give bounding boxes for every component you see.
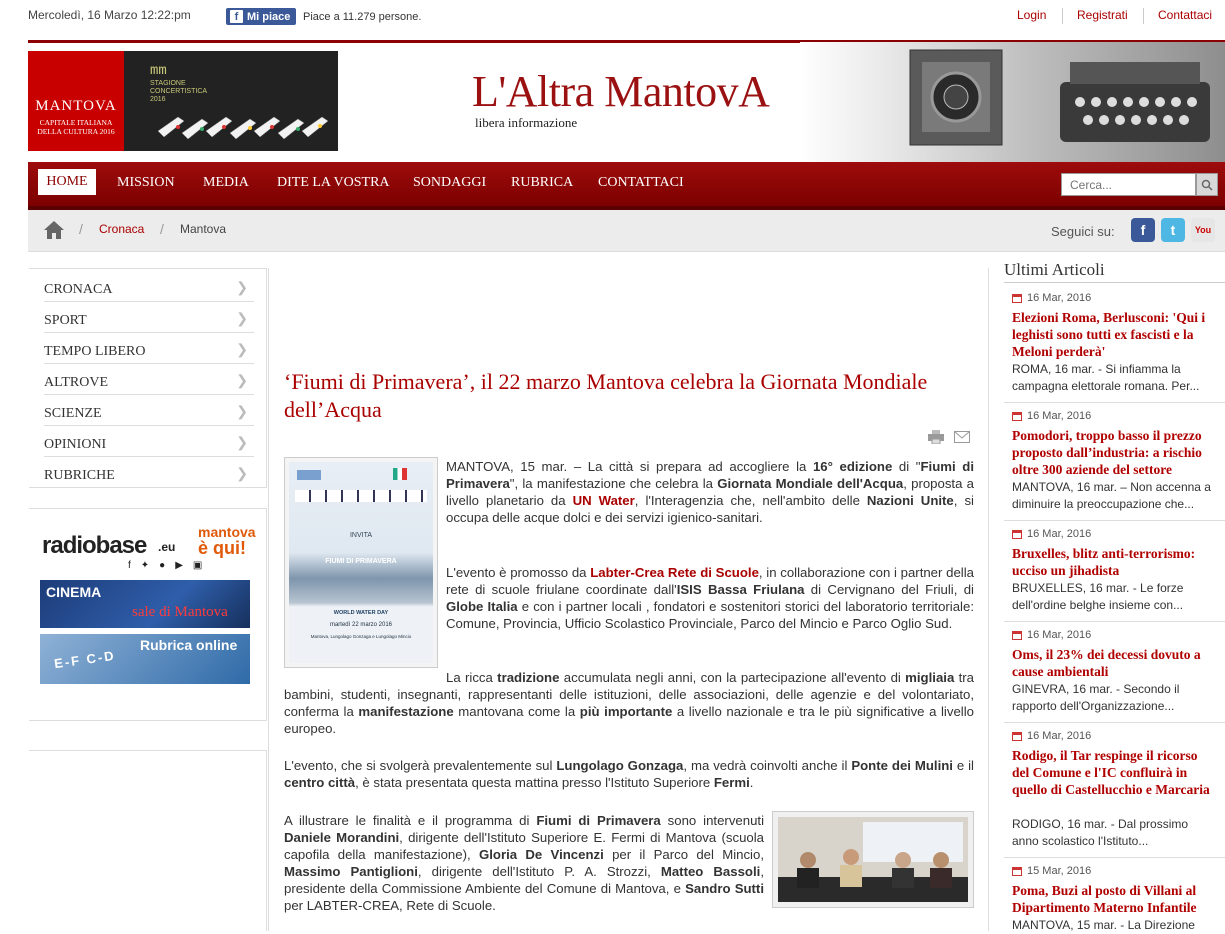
banner-concert: STAGIONE CONCERTISTICA 2016	[150, 80, 207, 103]
category-label: RUBRICHE	[44, 468, 115, 483]
social-icons: f✦●▶▣	[128, 560, 213, 571]
contact-link[interactable]: Contattaci	[1158, 8, 1213, 22]
cinema-banner[interactable]	[40, 580, 250, 628]
news-separator	[1004, 621, 1225, 622]
news-title[interactable]: Oms, il 23% dei decessi dovuto a cause ambientali	[1012, 647, 1201, 679]
email-icon[interactable]	[954, 431, 970, 443]
current-date: Mercoledì, 16 Marzo 12:22:pm	[28, 8, 191, 22]
labter-link[interactable]: Labter-Crea Rete di Scuole	[590, 565, 759, 580]
search-icon	[1201, 179, 1213, 191]
calendar-icon	[1012, 732, 1022, 741]
nav-sondaggi[interactable]: SONDAGGI	[413, 175, 487, 190]
nav-contattaci[interactable]: CONTATTACI	[598, 175, 684, 190]
radiobase-tag2: è qui!	[198, 538, 246, 558]
rubrica-online-banner[interactable]	[40, 634, 250, 684]
news-date: 16 Mar, 2016	[1012, 528, 1091, 540]
site-logo-title[interactable]: L'Altra MantovA	[472, 67, 770, 116]
article-paragraph: La ricca tradizione accumulata negli anni, con la partecipazione all'evento di migliaia tra bambini, studenti, insegnanti, rappresentanti delle istituzioni, delle associazioni, delle agenzie e del volontariato, conferma la manifestazione mantovana come la più importante a livello nazionale e tra le più significative a livello europeo.	[284, 670, 974, 736]
category-label: CRONACA	[44, 282, 113, 297]
facebook-like-button[interactable]	[226, 8, 296, 25]
calendar-icon	[1012, 530, 1022, 539]
latest-articles-heading: Ultimi Articoli	[1004, 260, 1105, 279]
radiobase-banner[interactable]	[40, 524, 256, 576]
search-input[interactable]	[1061, 173, 1196, 196]
news-excerpt: MANTOVA, 15 mar. - La Direzione	[1012, 918, 1195, 932]
news-date: 16 Mar, 2016	[1012, 410, 1091, 422]
category-label: SCIENZE	[44, 406, 102, 421]
calendar-icon	[1012, 631, 1022, 640]
banner-city-block	[28, 51, 124, 151]
news-excerpt: MANTOVA, 16 mar. – Non accenna a diminuire la preoccupazione che...	[1012, 480, 1211, 511]
chevron-right-icon: ❯	[236, 467, 248, 482]
piano-keys-graphic	[158, 111, 338, 145]
category-label: OPINIONI	[44, 437, 107, 452]
rubrica-title: Rubrica online	[140, 637, 238, 653]
divider	[1143, 8, 1144, 24]
radiobase-suffix: .eu	[158, 540, 176, 554]
category-label: SPORT	[44, 313, 87, 328]
chevron-right-icon: ❯	[236, 374, 248, 389]
facebook-like-count: Piace a 11.279 persone.	[303, 11, 422, 23]
news-excerpt: BRUXELLES, 16 mar. - Le forze dell'ordine belghe insieme con...	[1012, 581, 1184, 612]
vintage-camera-header-image	[800, 42, 1225, 162]
follow-label: Seguici su:	[1051, 224, 1115, 239]
invitation-image[interactable]	[284, 457, 438, 668]
nav-media[interactable]: MEDIA	[203, 175, 249, 190]
site-logo-subtitle: libera informazione	[475, 115, 578, 130]
ad-box	[29, 750, 267, 931]
news-title[interactable]: Bruxelles, blitz anti-terrorismo: ucciso un jihadista	[1012, 546, 1196, 578]
banner-series: mm	[150, 63, 167, 79]
category-label: ALTROVE	[44, 375, 109, 390]
news-excerpt: RODIGO, 16 mar. - Dal prossimo anno scolastico l'Istituto...	[1012, 817, 1189, 848]
search-button[interactable]	[1196, 173, 1218, 196]
news-date: 16 Mar, 2016	[1012, 730, 1091, 742]
youtube-icon[interactable]: You	[1191, 218, 1215, 242]
news-title[interactable]: Rodigo, il Tar respinge il ricorso del Comune e l'IC confluirà in quello di Castellucchio e Marcaria	[1012, 748, 1210, 797]
article-paragraph: L'evento, che si svolgerà prevalentemente sul Lungolago Gonzaga, ma vedrà coinvolti anche il Ponte dei Mulini e il centro città, è stata presentata questa mattina presso l'Istituto Superiore Fermi.	[284, 758, 974, 790]
breadcrumb-cronaca[interactable]: Cronaca	[99, 222, 145, 236]
column-divider	[268, 268, 269, 931]
banner-city-sub: CAPITALE ITALIANA DELLA CULTURA 2016	[37, 118, 115, 136]
chevron-right-icon: ❯	[236, 281, 248, 296]
article-title: ‘Fiumi di Primavera’, il 22 marzo Mantova celebra la Giornata Mondiale dell’Acqua	[284, 369, 928, 422]
invito-place: Mantova, Lungolago Gonzaga e Lungolago Mincio	[310, 634, 412, 639]
category-cronaca[interactable]	[44, 272, 254, 302]
home-icon[interactable]	[43, 220, 65, 240]
news-date: 16 Mar, 2016	[1012, 629, 1091, 641]
category-opinioni[interactable]	[44, 427, 254, 457]
news-title[interactable]: Poma, Buzi al posto di Villani al Dipartimento Materno Infantile	[1012, 883, 1197, 915]
nav-mission[interactable]: MISSION	[117, 175, 175, 190]
login-link[interactable]: Login	[1017, 8, 1047, 22]
news-title[interactable]: Elezioni Roma, Berlusconi: 'Qui i leghisti sono tutti ex fascisti e la Meloni perderà'	[1012, 310, 1206, 359]
facebook-icon: f	[230, 10, 243, 23]
nav-dite-la-vostra[interactable]: DITE LA VOSTRA	[277, 175, 390, 190]
news-excerpt: GINEVRA, 16 mar. - Secondo il rapporto dell'Organizzazione...	[1012, 682, 1180, 713]
invito-label: INVITA	[349, 532, 373, 539]
breadcrumb-separator: /	[79, 221, 83, 237]
facebook-like-label: Mi piace	[247, 10, 291, 23]
breadcrumb-mantova: Mantova	[180, 222, 227, 236]
chevron-right-icon: ❯	[236, 436, 248, 451]
cinema-title: CINEMA	[46, 584, 102, 600]
press-conference-photo[interactable]	[772, 811, 974, 908]
news-separator	[1004, 402, 1225, 403]
category-altrove[interactable]	[44, 365, 254, 395]
category-scienze[interactable]	[44, 396, 254, 426]
print-icon[interactable]	[928, 430, 944, 444]
news-separator	[1004, 722, 1225, 723]
column-divider	[988, 268, 989, 931]
article-paragraph: L'evento è promosso da Labter-Crea Rete di Scuole, in collaborazione con i partner della rete di scuole friulane coordinate dall'ISIS Bassa Friulana di Cervignano del Friuli, di Globe Italia e con i partner locali , fondatori e sostenitori storici del laboratorio territoriale: Comune, Provincia, Ufficio Scolastico Provinciale, Parco del Mincio e Parco Oglio Sud.	[446, 565, 974, 631]
nav-home[interactable]: HOME	[38, 169, 96, 195]
news-excerpt: ROMA, 16 mar. - Si infiamma la campagna elettorale romana. Per...	[1012, 362, 1200, 393]
mantova-cultura-banner[interactable]	[28, 51, 338, 151]
chevron-right-icon: ❯	[236, 343, 248, 358]
category-rubriche[interactable]	[44, 458, 254, 488]
news-date: 15 Mar, 2016	[1012, 865, 1091, 877]
calendar-icon	[1012, 412, 1022, 421]
cinema-sub: sale di Mantova	[132, 604, 228, 620]
banner-city: MANTOVA	[35, 98, 117, 114]
twitter-icon[interactable]: t	[1161, 218, 1185, 242]
calendar-icon	[1012, 294, 1022, 303]
facebook-icon[interactable]: f	[1131, 218, 1155, 242]
chevron-right-icon: ❯	[236, 405, 248, 420]
nav-rubrica[interactable]: RUBRICA	[511, 175, 574, 190]
calendar-icon	[1012, 867, 1022, 876]
article-paragraph: A illustrare le finalità e il programma di Fiumi di Primavera sono intervenuti Daniele Morandini, dirigente dell'Istituto Superiore E. Fermi di Mantova (scuola capofila della manifestazione), Gloria De Vincenzi per il Parco del Mincio, Massimo Pantiglioni, dirigente dell'Istituto P. A. Strozzi, Matteo Bassoli, presidente della Commissione Ambiente del Comune di Mantova, e Sandro Sutti per LABTER-CREA, Rete di Scuole.	[284, 813, 765, 913]
category-label: TEMPO LIBERO	[44, 344, 146, 359]
divider	[1062, 8, 1063, 24]
article-paragraph: MANTOVA, 15 mar. – La città si prepara ad accogliere la 16° edizione di "Fiumi di Primavera", la manifestazione che celebra la Giornata Mondiale dell'Acqua, proposta a livello planetario da UN Water, l'Interagenzia che, nell'ambito delle Nazioni Unite, si occupa delle acque dolci e dei servizi igienico-sanitari.	[446, 459, 974, 525]
news-separator	[1004, 520, 1225, 521]
category-tempo-libero[interactable]	[44, 334, 254, 364]
radiobase-tag1: mantova	[198, 524, 256, 540]
chevron-right-icon: ❯	[236, 312, 248, 327]
news-separator	[1004, 857, 1225, 858]
news-date: 16 Mar, 2016	[1012, 292, 1091, 304]
heading-rule	[1004, 282, 1225, 283]
invito-wwd: WORLD WATER DAY	[333, 610, 389, 616]
invito-headline: FIUMI DI PRIMAVERA	[325, 558, 397, 565]
invito-date: martedì 22 marzo 2016	[329, 622, 393, 628]
register-link[interactable]: Registrati	[1077, 8, 1128, 22]
category-sport[interactable]	[44, 303, 254, 333]
radiobase-name: radiobase	[42, 532, 147, 559]
breadcrumb-separator: /	[160, 221, 164, 237]
news-title[interactable]: Pomodori, troppo basso il prezzo proposto dall’industria: a rischio oltre 300 aziende del settore	[1012, 428, 1202, 477]
keyboard-keys: E-F C-D	[53, 647, 117, 672]
